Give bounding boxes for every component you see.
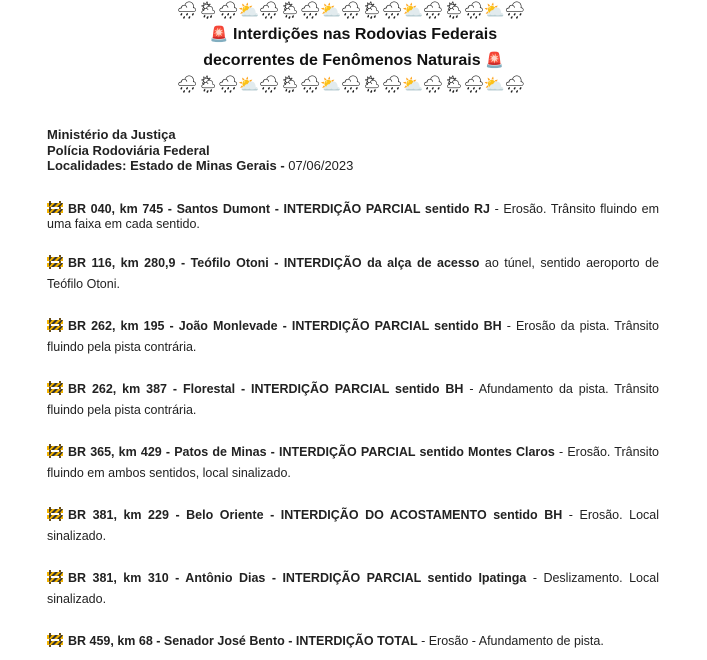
closure-road: BR 116, km 280,9 - Teófilo Otoni - INTERDIÇÃO da alça de acesso [68,256,480,270]
closure-detail: - Erosão. Trânsito fluindo em ambos sentidos, local sinalizado. [47,445,660,480]
closure-entry [47,201,659,232]
closure-road: BR 262, km 195 - João Monlevade - INTERDIÇÃO PARCIAL sentido BH [68,319,502,333]
closure-entry [47,253,659,295]
location-line [47,158,353,174]
title-text-1: Interdições nas Rodovias Federais [233,26,498,43]
closure-road: BR 262, km 387 - Florestal - INTERDIÇÃO PARCIAL sentido BH [68,382,464,396]
construction-barrier-icon [47,381,63,395]
closure-entry [47,568,659,610]
closure-entry [47,379,659,421]
closure-detail: ao túnel, sentido aeroporto de Teófilo Otoni. [47,256,659,291]
title-line-1 [0,22,707,48]
construction-barrier-icon [47,507,63,521]
date-text: 07/06/2023 [288,158,354,173]
closure-detail: - Erosão da pista. Trânsito fluindo pela pista contrária. [47,319,659,354]
closure-road: BR 459, km 68 - Senador José Bento - INTERDIÇÃO TOTAL [68,634,418,648]
org-ministry: Ministério da Justiça [47,127,176,142]
closure-road: BR 040, km 745 - Santos Dumont - INTERDIÇÃO PARCIAL sentido RJ [68,202,490,216]
closure-road: BR 381, km 310 - Antônio Dias - INTERDIÇÃO PARCIAL sentido Ipatinga [68,571,527,585]
document-metadata [47,127,353,174]
construction-barrier-icon [47,255,63,269]
weather-emoji-row-top: 🌧🌦🌧⛅🌧🌦🌧⛅🌧🌦🌧⛅🌧🌦🌧⛅🌧 [176,1,525,20]
closure-road: BR 365, km 429 - Patos de Minas - INTERDIÇÃO PARCIAL sentido Montes Claros [68,445,555,459]
weather-emoji-row-bottom: 🌧🌦🌧⛅🌧🌦🌧⛅🌧🌦🌧⛅🌧🌦🌧⛅🌧 [176,75,525,94]
construction-barrier-icon [47,318,63,332]
construction-barrier-icon [47,201,63,215]
title-line-2 [0,48,707,74]
closure-detail: - Afundamento da pista. Trânsito fluindo pela pista contrária. [47,382,659,417]
police-siren-icon: 🚨 [485,52,504,69]
document-header [0,0,707,96]
closure-detail: - Deslizamento. Local sinalizado. [47,571,659,606]
police-siren-icon: 🚨 [209,26,229,43]
closure-entry [47,631,659,652]
construction-barrier-icon [47,633,63,647]
construction-barrier-icon [47,444,63,458]
construction-barrier-icon [47,570,63,584]
closure-detail: - Erosão. Local sinalizado. [47,508,660,543]
title-text-2: decorrentes de Fenômenos Naturais [203,52,481,69]
closure-road: BR 381, km 229 - Belo Oriente - INTERDIÇÃO DO ACOSTAMENTO sentido BH [68,508,563,522]
org-police: Polícia Rodoviária Federal [47,142,210,158]
closure-entry [47,505,659,547]
closure-detail: - Erosão - Afundamento de pista. [417,634,604,648]
location-label: Localidades: Estado de Minas Gerais - [47,158,289,173]
closure-detail: - Erosão. Trânsito fluindo em uma faixa em cada sentido. [47,202,659,231]
closure-entry [47,316,659,358]
closure-entry [47,442,659,484]
